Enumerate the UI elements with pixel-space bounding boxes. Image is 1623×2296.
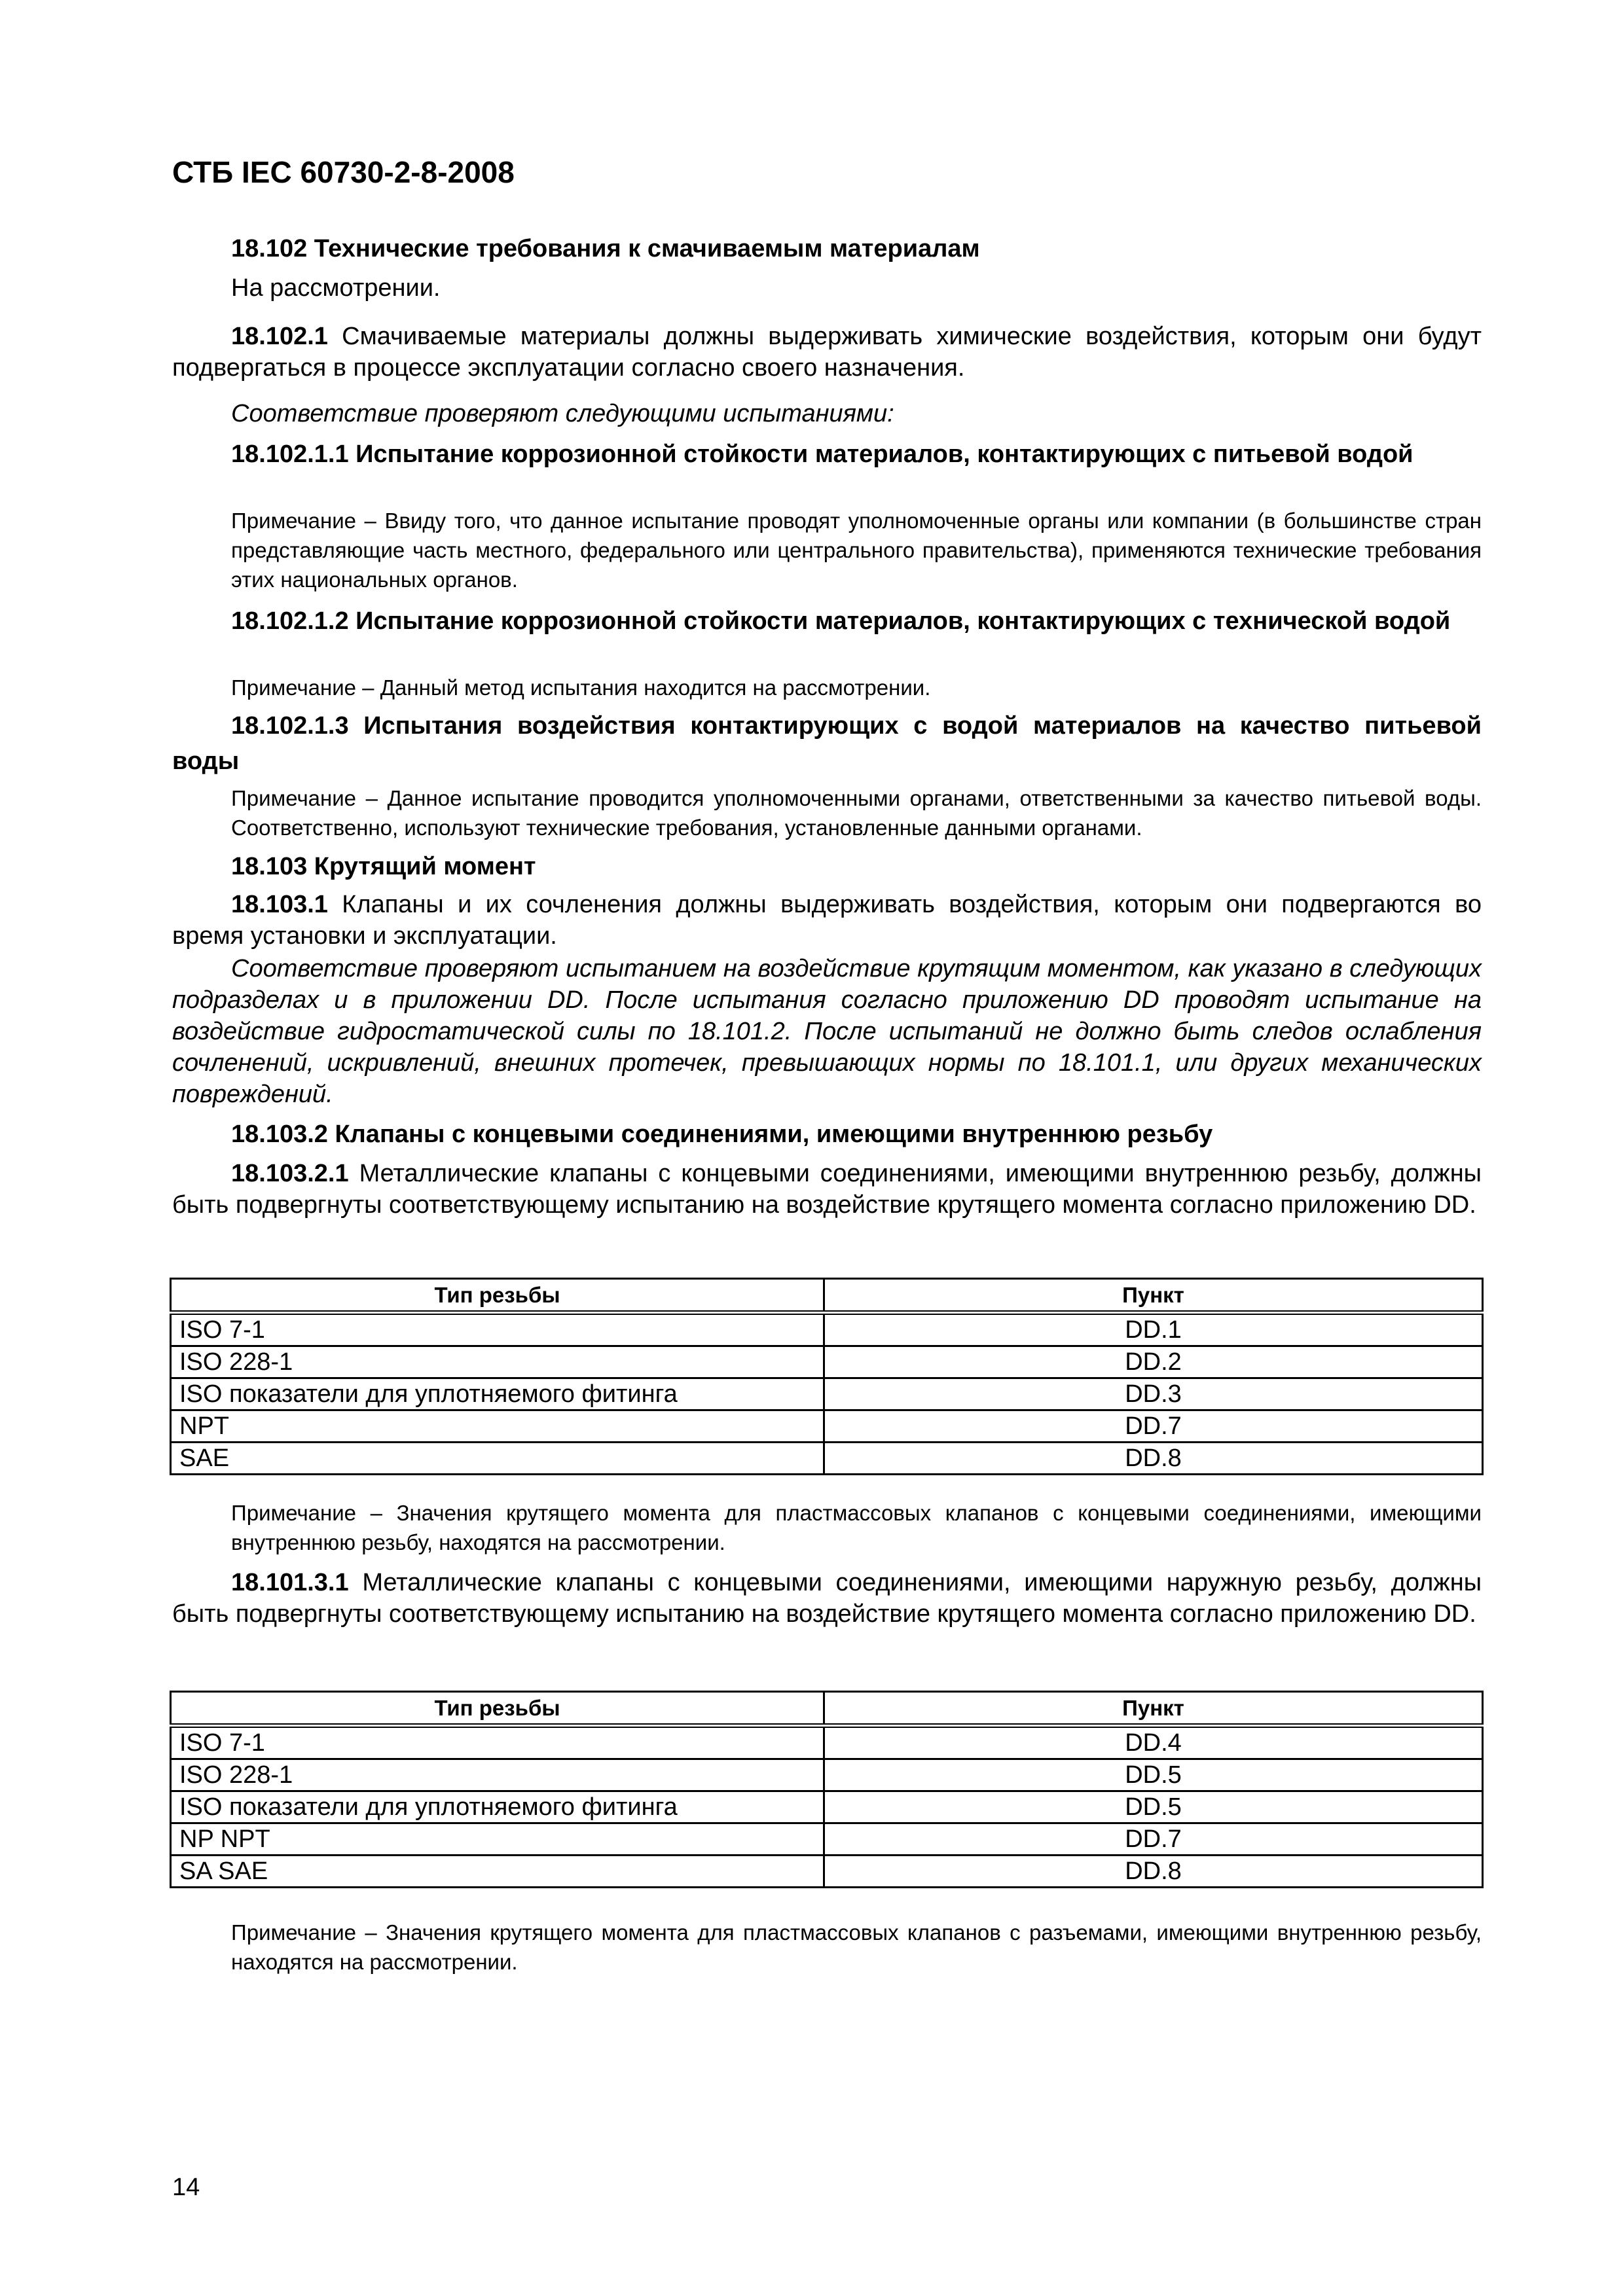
- thread-type-table-internal: [170, 1278, 1484, 1475]
- thread-type-cell: ISO 228-1: [171, 1759, 824, 1791]
- table-row: [171, 1443, 1483, 1475]
- table-row: [171, 1410, 1483, 1443]
- clause-number: 18.103.2.1: [231, 1160, 349, 1187]
- column-header: Тип резьбы: [171, 1692, 824, 1726]
- clause-cell: DD.5: [824, 1759, 1483, 1791]
- table-row: [171, 1823, 1483, 1856]
- table-row: [171, 1726, 1483, 1759]
- section-heading-18-103-2: 18.103.2 Клапаны с концевыми соединениями, имеющими внутреннюю резьбу: [231, 1121, 1213, 1148]
- section-number: 18.102: [231, 235, 308, 262]
- table-row: [171, 1759, 1483, 1791]
- thread-type-table-external: [170, 1691, 1484, 1888]
- note-connector-plastic: Примечание – Значения крутящего момента для пластмассовых клапанов с разъемами, имеющими внутреннюю резьбу, находятся на рассмотрении.: [231, 1920, 1482, 1974]
- compliance-statement: Соответствие проверяют следующими испытаниями:: [231, 400, 894, 427]
- thread-type-cell: ISO 7-1: [171, 1313, 824, 1346]
- clause-text: Металлические клапаны с концевыми соединениями, имеющими внутреннюю резьбу, должны быть подвергнуты соответствующему испытанию на воздействие крутящего момента согласно приложению DD.: [172, 1160, 1482, 1219]
- column-header: Пункт: [824, 1279, 1483, 1313]
- clause-cell: DD.3: [824, 1378, 1483, 1410]
- column-header: Тип резьбы: [171, 1279, 824, 1313]
- thread-type-cell: ISO 7-1: [171, 1726, 824, 1759]
- clause-cell: DD.7: [824, 1823, 1483, 1856]
- clause-cell: DD.8: [824, 1856, 1483, 1888]
- clause-text: Смачиваемые материалы должны выдерживать химические воздействия, которым они будут подвергаться в процессе эксплуатации согласно своего назначения.: [172, 323, 1482, 382]
- thread-type-cell: ISO показатели для уплотняемого фитинга: [171, 1791, 824, 1823]
- clause-text: Металлические клапаны с концевыми соединениями, имеющими наружную резьбу, должны быть подвергнуты соответствующему испытанию на воздействие крутящего момента согласно приложению DD.: [172, 1569, 1482, 1628]
- clause-number: 18.101.3.1: [231, 1569, 349, 1596]
- thread-type-cell: NP NPT: [171, 1823, 824, 1856]
- page-number: 14: [172, 2174, 200, 2201]
- note-18-102-1-3: Примечание – Данное испытание проводится уполномоченными органами, ответственными за качество питьевой воды. Соответственно, используют технические требования, установленные данными органами.: [231, 786, 1482, 840]
- table-row: [171, 1378, 1483, 1410]
- clause-cell: DD.7: [824, 1410, 1483, 1443]
- section-heading-18-102-1-3: 18.102.1.3 Испытания воздействия контактирующих с водой материалов на качество питьевой воды: [172, 712, 1482, 775]
- thread-type-cell: NPT: [171, 1410, 824, 1443]
- clause-cell: DD.1: [824, 1313, 1483, 1346]
- section-heading-18-102-1-2: 18.102.1.2 Испытание коррозионной стойкости материалов, контактирующих с технической водой: [231, 607, 1451, 635]
- thread-type-cell: SA SAE: [171, 1856, 824, 1888]
- compliance-statement-torque: Соответствие проверяют испытанием на воздействие крутящим моментом, как указано в следующих подразделах и в приложении DD. После испытания согласно приложению DD проводят испытание на воздействие гидростатической силы по 18.101.2. После испытаний не должно быть следов ослабления сочленений, искривлений, внешних протечек, превышающих нормы по 18.101.1, или других механических повреждений.: [172, 955, 1482, 1108]
- section-heading-18-103: 18.103 Крутящий момент: [231, 853, 536, 880]
- section-heading-18-102-1-1: 18.102.1.1 Испытание коррозионной стойкости материалов, контактирующих с питьевой водой: [231, 440, 1413, 468]
- clause-number: 18.102.1: [231, 323, 328, 350]
- table-header-row: [171, 1692, 1483, 1726]
- paragraph-under-review: На рассмотрении.: [231, 274, 441, 302]
- note-18-102-1-2: Примечание – Данный метод испытания находится на рассмотрении.: [231, 675, 931, 700]
- note-18-102-1-1: Примечание – Ввиду того, что данное испытание проводят уполномоченные органы или компании (в большинстве стран представляющие часть местного, федерального или центрального правительства), применяются технические требования этих национальных органов.: [231, 509, 1482, 592]
- clause-cell: DD.4: [824, 1726, 1483, 1759]
- table-header-row: [171, 1279, 1483, 1313]
- table-row: [171, 1313, 1483, 1346]
- section-title: Технические требования к смачиваемым материалам: [314, 235, 980, 262]
- table-row: [171, 1791, 1483, 1823]
- thread-type-cell: SAE: [171, 1443, 824, 1475]
- clause-cell: DD.5: [824, 1791, 1483, 1823]
- note-internal-thread-plastic: Примечание – Значения крутящего момента для пластмассовых клапанов с концевыми соединениями, имеющими внутреннюю резьбу, находятся на рассмотрении.: [231, 1501, 1482, 1554]
- clause-cell: DD.8: [824, 1443, 1483, 1475]
- paragraph-18-101-3-1: [172, 1567, 1482, 1630]
- document-header: СТБ IEC 60730-2-8-2008: [172, 155, 515, 189]
- section-heading-18-102: [172, 233, 1482, 264]
- paragraph-18-103-1: [172, 889, 1482, 952]
- table-row: [171, 1346, 1483, 1378]
- clause-cell: DD.2: [824, 1346, 1483, 1378]
- thread-type-cell: ISO показатели для уплотняемого фитинга: [171, 1378, 824, 1410]
- thread-type-cell: ISO 228-1: [171, 1346, 824, 1378]
- clause-text: Клапаны и их сочленения должны выдерживать воздействия, которым они подвергаются во время установки и эксплуатации.: [172, 891, 1482, 950]
- table-row: [171, 1856, 1483, 1888]
- paragraph-18-103-2-1: [172, 1158, 1482, 1221]
- paragraph-18-102-1: [172, 321, 1482, 384]
- column-header: Пункт: [824, 1692, 1483, 1726]
- clause-number: 18.103.1: [231, 891, 328, 918]
